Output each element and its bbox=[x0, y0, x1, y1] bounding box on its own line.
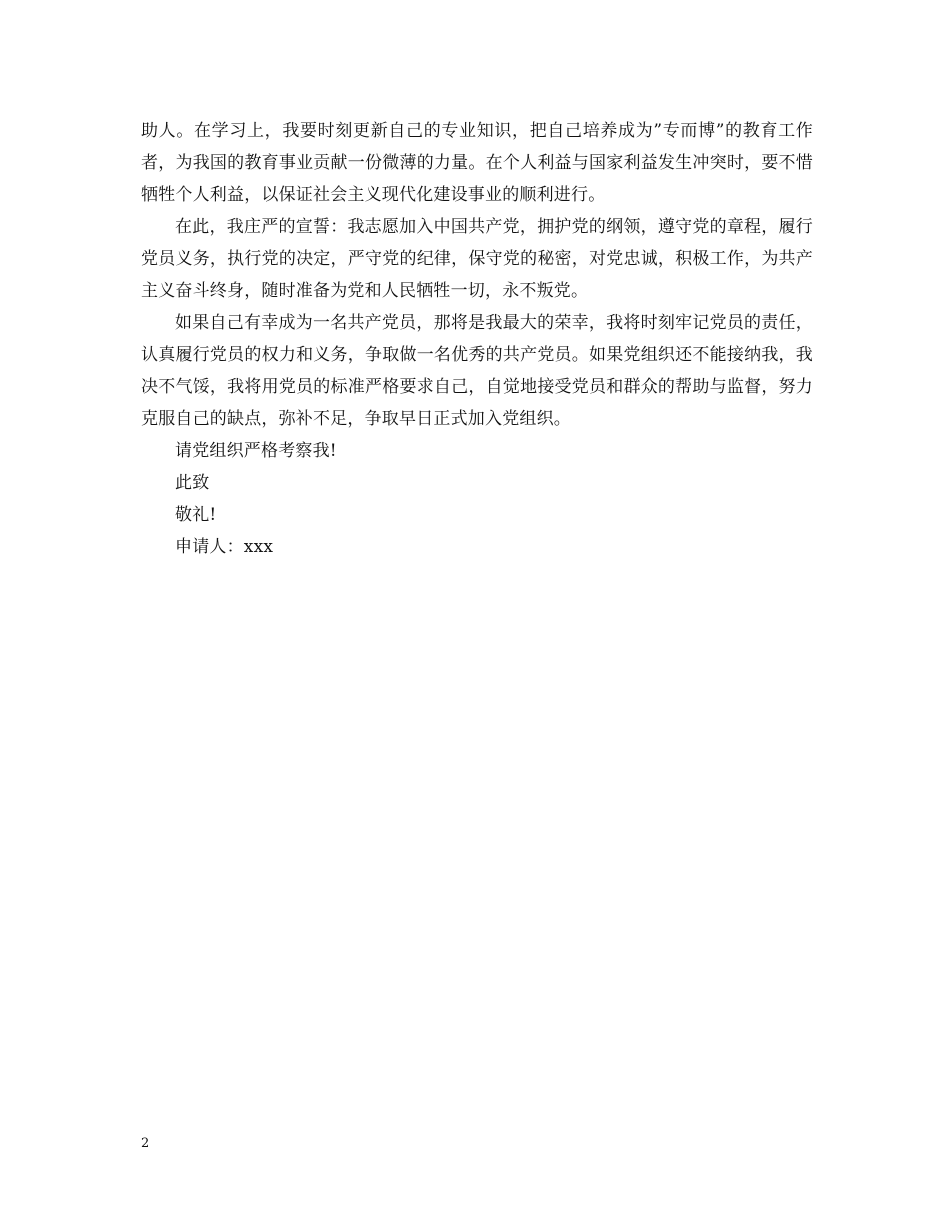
page-number: 2 bbox=[141, 1136, 150, 1151]
paragraph-continuation: 助人。在学习上，我要时刻更新自己的专业知识，把自己培养成为”专而博”的教育工作者，为我国的教育事业贡献一份微薄的力量。在个人利益与国家利益发生冲突时，要不惜牺牲个人利益，以保证社会主义现代化建设事业的顺利进行。 bbox=[141, 121, 813, 205]
paragraph-oath: 在此，我庄严的宣誓：我志愿加入中国共产党，拥护党的纲领，遵守党的章程，履行党员义务，执行党的决定，严守党的纪律，保守党的秘密，对党忠诚，积极工作，为共产主义奋斗终身，随时准备为党和人民牺牲一切，永不叛党。 bbox=[141, 217, 813, 301]
document-body bbox=[141, 115, 813, 563]
closing-request: 请党组织严格考察我! bbox=[175, 441, 337, 461]
closing-salutation: 此致 bbox=[175, 473, 210, 493]
applicant-signature: 申请人：xxx bbox=[175, 537, 274, 557]
paragraph-commitment: 如果自己有幸成为一名共产党员，那将是我最大的荣幸，我将时刻牢记党员的责任，认真履行党员的权力和义务，争取做一名优秀的共产党员。如果党组织还不能接纳我，我决不气馁，我将用党员的标准严格要求自己，自觉地接受党员和群众的帮助与监督，努力克服自己的缺点，弥补不足，争取早日正式加入党组织。 bbox=[141, 313, 813, 429]
closing-regards: 敬礼! bbox=[175, 505, 217, 525]
